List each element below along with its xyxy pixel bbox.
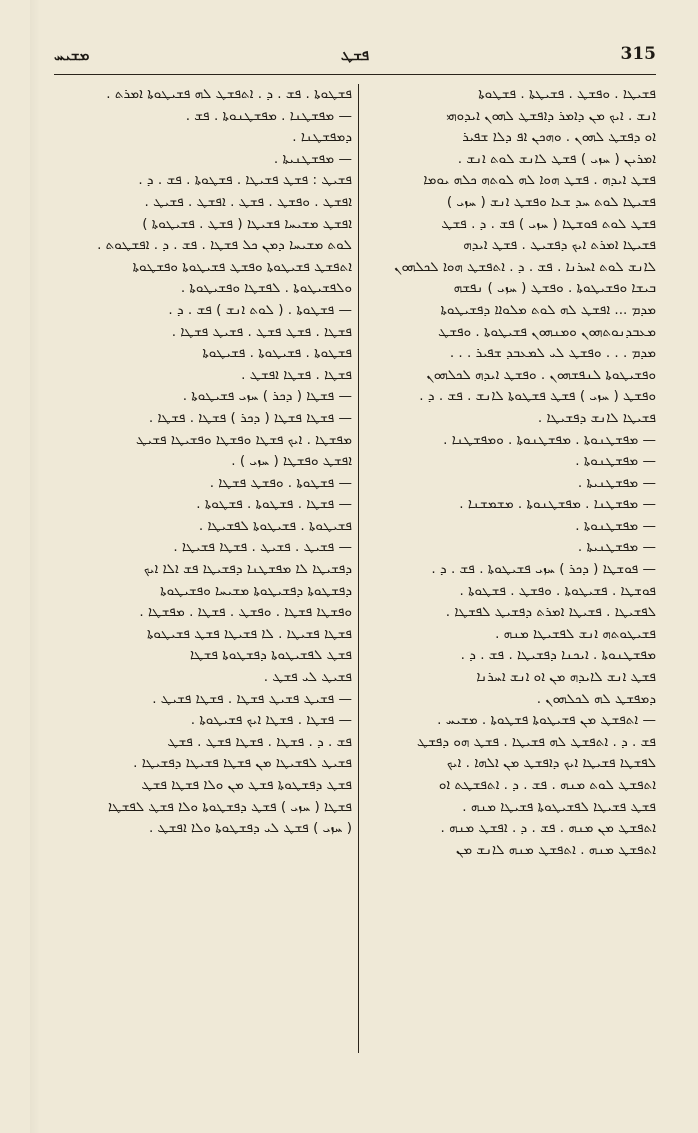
text-line: ܦܫܛܐ . ܦܫܛ ܦܫܛ . ܦܫܝܛ ܦܫܛܐ . — [171, 323, 352, 340]
text-line: ܦܫܝܛܐ . ܘܦܫܛ . ܦܫܝܛܬܐ . ܦܫܛܘܬܐ — [478, 86, 656, 102]
text-line: ܡܕܡ ... ܐܦܫܛ ܠܗ ܠܘܬ ܡܠܘܐܐ ܕܦܫܝܛܘܬܐ — [440, 301, 656, 318]
text-line: — ܡܦܫܛܢܘܬܐ . — [575, 517, 656, 534]
text-line: ܦܫܝܛ ܠܦܫܝܛܐ ܡܢ ܦܫܛܐ ܦܫܝܛܐ ܕܦܫܝܛܐ . — [133, 755, 352, 772]
text-line: ܦܫܝܛܘܬܗ ܐܢܫ ܠܦܫܝܛܐ ܡܢܗ . — [495, 625, 656, 642]
text-line: ܡܕܡ . . . ܘܦܫܛ ܠܝ ܠܡܥܒܕ ܫܦܝܪ . . . — [449, 345, 656, 362]
text-line: ܡܦܫܛܢܘܬܐ . ܐܝܟܢܐ ܕܦܫܝܛܐ . ܦܫ . ܕ . — [460, 647, 656, 664]
text-line: ܘܠܦܫܝܛܘܬܐ . ܠܦܫܛܐ ܘܦܫܝܛܘܬܐ . — [180, 280, 352, 297]
text-line: ܐܬܦܫܛ ܦܫܝܛܘܬܐ ܘܦܫܛ ܦܫܝܛܘܬܐ ܘܦܫܛܘܬܐ — [132, 258, 352, 275]
page-number: 315 — [620, 44, 656, 64]
header-rule — [54, 74, 656, 75]
text-line: ܕܡܦܫܛܢܐ . — [292, 129, 352, 146]
text-line: ܦܫ . ܕ . ܦܫܛܐ . ܦܫܛܐ ܦܫܛ . ܦܫܛ — [167, 733, 352, 750]
text-line: ܦܫܛܐ . ܦܫܛܐ ܐܦܫܛ . — [241, 366, 352, 383]
text-line: ܐܦܫܛ . ܘܦܫܛ . ܦܫܛ . ܐܦܫܛ . ܦܫܝܛ . — [144, 193, 352, 210]
text-line: ܦܫܛܘܬܐ . ܦܫܝܛܘܬܐ . ܦܫܝܛܘܬܐ — [202, 345, 352, 362]
text-line: ܠܘܬ ܡܫܝܚܐ ܕܡܢ ܟܠ ܦܫܛܐ . ܦܫ . ܕ . ܐܦܫܛܘܬ . — [97, 237, 352, 254]
text-line: ܡܥܒܕܢܘܬܗܘܢ ܘܡܢܗܘܢ ܦܫܝܛܘܬܐ . ܘܦܫܛ — [438, 323, 656, 340]
text-line: — ܦܫܝܛ ܦܫܝܛ ܦܫܛܐ . ܦܫܛܐ ܦܫܝܛ . — [152, 690, 352, 707]
text-line: — ܦܫܛܐ . ܦܫܛܐ ܐܝܟ ܦܫܝܛܘܬܐ . — [190, 712, 352, 729]
text-line: ܦܫܛ ܐܝܕܗ . ܦܫܛ ܗܘܐ ܠܗ ܠܘܬܗ ܟܠܗ ܝܘܡܐ — [423, 172, 656, 189]
text-line: — ܦܫܛܘܬܐ . ( ܠܘܬ ܐܢܫ ) ܦܫ . ܕ . — [168, 301, 352, 318]
text-line: ܒܝܫܐ ܘܦܫܝܛܘܬܐ . ܘܦܫܛ ( ܚܙܝ ) ܢܦܫܗ — [453, 280, 656, 297]
text-line: ܘܦܫܛ ( ܚܙܝ ) ܦܫܛ ܦܫܛܘܬܐ ܠܐܢܫ . ܦܫ . ܕ . — [419, 388, 656, 405]
text-line: — ܦܫܝܛ . ܦܫܝܛ . ܦܫܛܐ ܦܫܝܛܐ . — [173, 539, 352, 556]
text-line: ܦܫܛܐ ( ܚܙܝ ) ܦܫܛ ܕܦܫܛܘܬܐ ܘܠܐ ܦܫܛ ܠܦܫܛܐ — [108, 798, 352, 815]
text-line: ܦܘܫܛܐ . ܦܫܝܛܘܬܐ . ܘܦܫܛ . ܦܫܛܘܬܐ . — [459, 582, 656, 599]
text-line: ܠܦܫܛܐ ܦܫܝܛܐ ܐܝܟ ܕܐܦܫܛ ܡܢ ܐܠܗܐ . ܐܝܟ — [446, 755, 656, 772]
text-line: — ܡܦܫܛܢܘܬܐ . ܡܦܫܛܢܘܬܐ . ܘܡܦܫܛܢܐ . — [443, 431, 656, 448]
running-head-center: ܦܫܛ — [340, 46, 370, 64]
text-line: ܦܫܛ ܠܘܬ ܦܘܫܛܐ ( ܚܙܝ ) ܦܫ . ܕ . ܦܫܛ — [441, 215, 656, 232]
text-line: ܐܦܫܛ ܡܫܝܚܐ ܦܫܝܛܐ ( ܦܫܛ . ܦܫܝܛܘܬܐ ) — [142, 215, 352, 232]
text-line: ܦܫܛ ܠܦܫܝܛܘܬܐ ܕܦܫܛܘܬܐ ܦܫܛܐ — [190, 647, 352, 664]
text-line: ܦܫܛ ܕܦܫܛܘܬܐ ܦܫܛ ܡܢ ܘܠܐ ܦܫܛܐ ܦܫܛ — [141, 777, 352, 793]
text-line: — ܦܫܛܐ ܦܫܛܐ ( ܕܟܪ ) ܦܫܛܐ . ܦܫܛܐ . — [148, 409, 352, 426]
text-line: — ܡܦܫܛܢܐ . ܡܦܫܛܢܘܬܐ . ܦܫ . — [185, 107, 352, 124]
text-line: ܘܦܫܝܛܘܬܐ ܠܢܦܫܗܘܢ . ܘܦܫܛ ܐܝܕܗ ܠܟܠܗܘܢ — [426, 366, 656, 383]
text-line: ܐܦܫܛ ܘܦܫܛܐ ( ܚܙܝ ) . — [231, 453, 352, 470]
text-line: — ܦܫܛܘܬܐ . ܘܦܫܛ ܦܫܛܐ . — [209, 474, 352, 491]
text-line: — ܡܦܫܛܢܝܬܐ . — [273, 150, 352, 167]
text-line: ܦܫܝܛܘܬܐ . ܦܫܝܛܘܬܐ ܠܦܫܝܛܐ . — [198, 517, 352, 534]
text-line: — ܐܬܦܫܛ ܡܢ ܦܫܝܛܘܬܐ ܦܫܛܘܬܐ . ܡܫܝܚ . — [437, 712, 656, 729]
right-column — [372, 84, 656, 1067]
text-line: ܐܢܫ . ܐܝܟ ܡܢ ܕܐܡܪ ܕܐܦܫܛ ܠܗܘܢ ܐܝܕܘܗܝ — [446, 107, 656, 124]
left-column — [54, 84, 352, 1067]
text-line: ܦܫܛܐ ܦܫܝܛܐ . ܠܐ ܦܫܝܛܐ ܦܫܛ ܦܫܝܛܘܬܐ — [146, 625, 352, 642]
text-line: ܦܫܝܛ ܠܝ ܦܫܛ . — [263, 669, 352, 686]
text-line: ܦܫܛ ܐܢܫ ܠܐܝܕܗ ܡܢ ܐܘ ܐܢܫ ܐܚܪܢܐ — [476, 669, 656, 686]
text-line: ܕܡܦܫܛ ܠܗ ܠܟܠܗܘܢ . — [536, 690, 656, 707]
text-line: ܠܐܢܫ ܠܘܬ ܐܚܪܢܐ . ܦܫ . ܕ . ܐܬܦܫܛ ܗܘܐ ܠܟܠܗܘܢ — [394, 258, 656, 275]
text-line: ܡܦܫܛܐ . ܐܝܟ ܦܫܛܐ ܘܦܫܛܐ ܘܦܫܝܛܐ ܦܫܝܛ — [135, 431, 352, 448]
text-line: ܕܦܫܛܘܬܐ ܕܦܫܝܛܘܬܐ ܡܫܝܚܐ ܘܦܫܝܛܘܬܐ — [160, 582, 352, 599]
text-line: ܦܫܛ ܦܫܝܛܐ ܠܦܫܝܛܘܬܐ ܦܫܝܛܐ ܡܢܗ . — [462, 798, 656, 815]
text-line: ܐܬܦܫܛ ܠܘܬ ܡܢܗ . ܦܫ . ܕ . ܐܬܦܫܛܬ ܐܘ — [438, 777, 656, 793]
text-line: — ܡܦܫܛܢܐ . ܡܦܫܛܢܘܬܐ . ܡܫܡܫܢܐ . — [459, 496, 656, 513]
text-line: ܐܘ ܕܦܫܛ ܠܗܘܢ . ܘܗܟܢ ܐܦ ܕܠܐ ܫܦܝܪ — [462, 129, 656, 146]
text-line: ܦܫܝܛܐ ܐܡܪܬ ܐܝܟ ܕܦܫܝܛ . ܦܫܛ ܐܝܕܗ — [463, 237, 656, 254]
text-line: — ܡܦܫܛܢܝܬܐ . — [577, 474, 656, 491]
text-line: ܦܫܛܘܬܐ . ܦܫ . ܕ . ܐܬܦܫܛ ܠܗ ܦܫܝܛܘܬܐ ܐܡܪܬ . — [106, 86, 352, 102]
text-line: ܕܦܫܝܛܐ ܠܐ ܡܦܫܛܢܐ ܕܦܫܝܛܐ ܦܫ ܐܠܐ ܐܝܟ — [143, 561, 352, 578]
text-line: ܦܫ . ܕ . ܐܬܦܫܛ ܠܗ ܦܫܝܛܐ . ܦܫܛ ܗܘ ܕܦܫܛ — [416, 733, 656, 750]
text-line: — ܡܦܫܛܢܘܬܐ . — [575, 453, 656, 470]
text-line: ܦܫܝܛܐ ܠܘܬ ܚܕ ܫܥܐ ܘܦܫܛ ܐܢܫ ( ܚܙܝ ) — [446, 193, 656, 210]
running-head-left: ܡܫܝܚ — [54, 46, 90, 64]
text-line: ܐܡܪܝܢ ( ܚܙܝ ) ܦܫܛ ܠܐܢܫ ܠܘܬ ܐܢܫ . — [457, 150, 656, 167]
text-line: ( ܚܙܝ ) ܦܫܛ ܠܝ ܕܦܫܛܘܬܐ ܘܠܐ ܐܦܫܛ . — [148, 820, 352, 837]
page-header — [54, 44, 656, 72]
text-line: ܦܫܝܛ : ܦܫܛ ܦܫܝܛܐ . ܦܫܛܘܬܐ . ܦܫ . ܕ . — [138, 172, 352, 189]
text-line: ܘܦܫܛܐ ܦܫܛܐ . ܘܦܫܛ . ܦܫܛܐ . ܡܦܫܛܐ . — [139, 604, 352, 621]
text-line: — ܦܫܛܐ . ܦܫܛܘܬܐ . ܦܫܛܘܬܐ . — [196, 496, 352, 513]
page-fold-shadow — [30, 0, 40, 1133]
text-line: ܐܬܦܫܛ ܡܢ ܡܢܗ . ܦܫ . ܕ . ܐܦܫܛ ܡܢܗ . — [440, 820, 656, 837]
text-line: — ܦܫܛܐ ( ܕܟܪ ) ܚܙܝ ܦܫܝܛܘܬܐ . — [182, 388, 352, 405]
text-line: ܠܦܫܝܛܐ . ܦܫܝܛܐ ܐܡܪܬ ܕܦܫܝܛ ܠܦܫܛܐ . — [445, 604, 656, 621]
text-line: ܐܬܦܫܛ ܡܢܗ . ܐܬܦܫܛ ܡܢܗ ܠܐܢܫ ܡܢ — [455, 841, 656, 858]
text-line: — ܦܘܫܛܐ ( ܕܟܪ ) ܚܙܝ ܦܫܝܛܘܬܐ . ܦܫ . ܕ . — [431, 561, 656, 578]
text-line: ܦܫܝܛܐ ܠܐܢܫ ܕܦܫܝܛܐ . — [537, 409, 656, 426]
text-line: — ܡܦܫܛܢܝܬܐ . — [577, 539, 656, 556]
column-divider — [358, 84, 359, 1053]
